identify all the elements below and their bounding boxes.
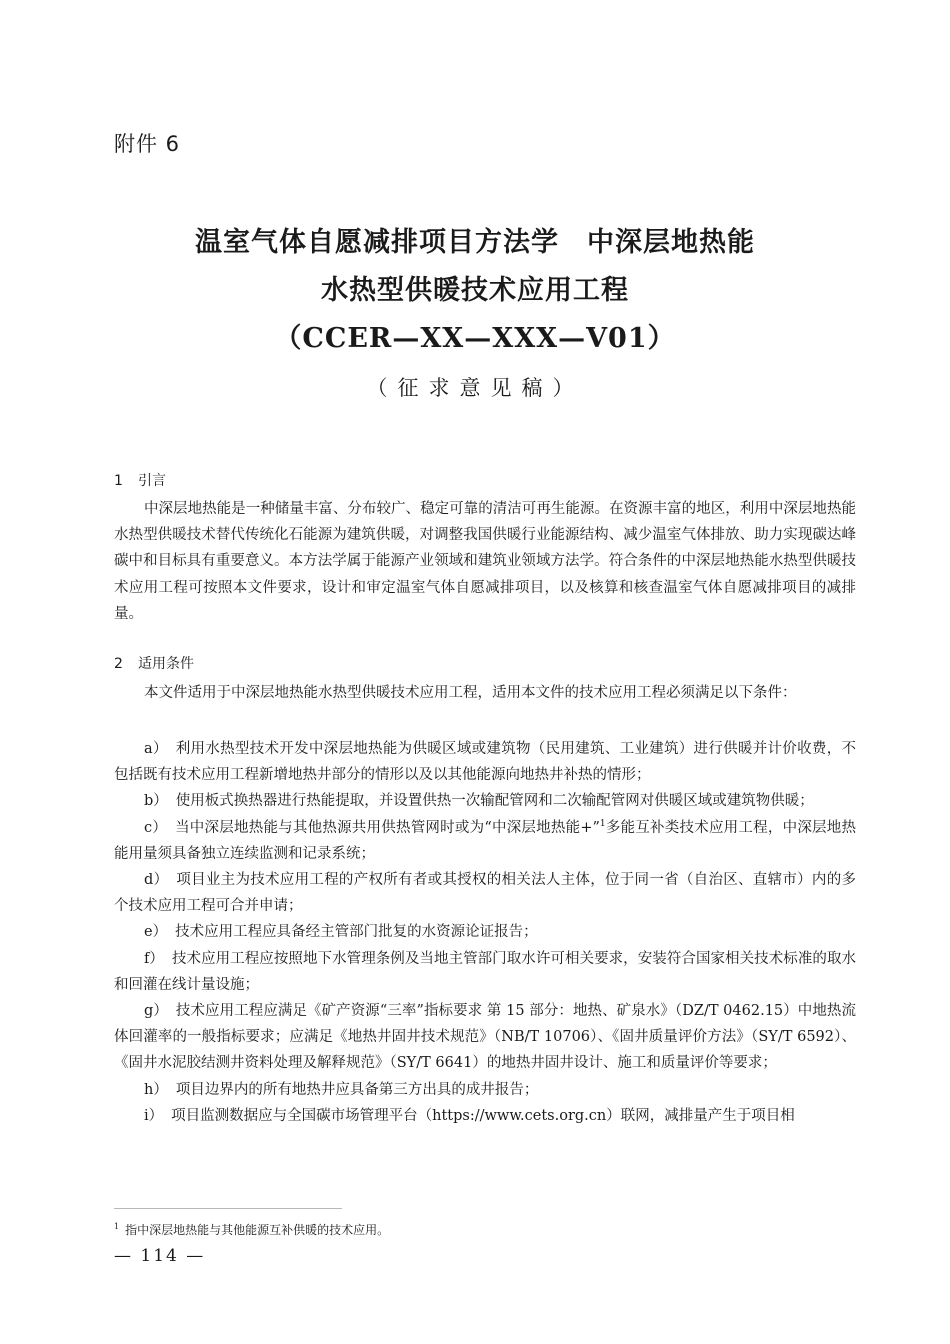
- list-marker: h）: [144, 1081, 168, 1098]
- list-item-text: 当中深层地热能与其他热源共用供热管网时或为“中深层地热能+”: [175, 819, 600, 836]
- list-item: [114, 919, 856, 945]
- list-item-text: 项目监测数据应与全国碳市场管理平台（https://www.cets.org.cn）联网，减排量产生于项目相: [171, 1107, 795, 1124]
- section-title: 引言: [138, 473, 166, 489]
- list-item-text: 技术应用工程应具备经主管部门批复的水资源论证报告；: [175, 924, 538, 941]
- footnote-reference[interactable]: 1: [599, 818, 606, 829]
- list-item-text: 多能互补类技术应用工程，中深层地热能用量须具备独立连续监测和记录系统；: [114, 819, 856, 862]
- page-number: — 114 —: [114, 1246, 206, 1266]
- footnote: [114, 1221, 389, 1238]
- list-item-text: 项目边界内的所有地热井应具备第三方出具的成井报告；: [175, 1081, 539, 1098]
- list-item: [114, 736, 856, 788]
- draft-label: （征求意见稿）: [366, 376, 584, 400]
- title-line-3: （CCER—XX—XXX—V01）: [274, 323, 676, 354]
- list-item-text: 技术应用工程应按照地下水管理条例及当地主管部门取水许可相关要求，安装符合国家相关技术标准的取水和回灌在线计量设施；: [114, 950, 856, 993]
- list-item-text: 利用水热型技术开发中深层地热能为供暖区域或建筑物（民用建筑、工业建筑）进行供暖并计价收费，不包括既有技术应用工程新增地热井部分的情形以及以其他能源向地热井补热的情形；: [114, 741, 856, 784]
- list-marker: d）: [144, 872, 169, 889]
- list-marker: f）: [144, 950, 164, 967]
- list-marker: c）: [144, 819, 168, 836]
- list-item: [114, 1077, 856, 1103]
- list-marker: b）: [144, 793, 168, 810]
- footnote-divider: [114, 1208, 342, 1209]
- list-marker: i）: [144, 1107, 164, 1124]
- list-item: [114, 815, 856, 867]
- intro-paragraph: 中深层地热能是一种储量丰富、分布较广、稳定可靠的清洁可再生能源。在资源丰富的地区，利用中深层地热能水热型供暖技术替代传统化石能源为建筑供暖，对调整我国供暖行业能源结构、减少温室气体排放、助力实现碳达峰碳中和目标具有重要意义。本方法学属于能源产业领域和建筑业领域方法学。符合条件的中深层地热能水热型供暖技术应用工程可按照本文件要求，设计和审定温室气体自愿减排项目，以及核算和核查温室气体自愿减排项目的减排量。: [114, 501, 856, 622]
- section-number: 1: [114, 473, 123, 489]
- list-item-text: 技术应用工程应满足《矿产资源“三率”指标要求 第 15 部分：地热、矿泉水》（DZ/T 0462.15）中地热流体回灌率的一般指标要求；应满足《地热井固井技术规范》（NB/T 10706）、《固井质量评价方法》（SY/T 6592）、《固井水泥胶结测井资料处理及解释规范》（SY/T 6641）的地热井固井设计、施工和质量评价等要求；: [114, 1003, 856, 1072]
- section-number: 2: [114, 656, 123, 672]
- scope-paragraph: 本文件适用于中深层地热能水热型供暖技术应用工程，适用本文件的技术应用工程必须满足以下条件：: [144, 685, 797, 701]
- list-marker: e）: [144, 924, 168, 941]
- conditions-list: [114, 736, 856, 1129]
- section-heading-intro: [114, 470, 166, 490]
- list-item: [114, 1103, 856, 1129]
- section-title: 适用条件: [138, 656, 194, 672]
- list-marker: a）: [144, 741, 168, 757]
- section-heading-conditions: [114, 653, 194, 673]
- list-item: [114, 788, 856, 814]
- list-item-text: 项目业主为技术应用工程的产权所有者或其授权的相关法人主体，位于同一省（自治区、直辖市）内的多个技术应用工程可合并申请；: [114, 872, 856, 915]
- list-item: [114, 946, 856, 998]
- title-line-2: 水热型供暖技术应用工程: [321, 275, 629, 306]
- list-item-text: 使用板式换热器进行热能提取，并设置供热一次输配管网和二次输配管网对供暖区域或建筑物供暖；: [175, 793, 814, 810]
- list-item: [114, 867, 856, 919]
- list-item: [114, 998, 856, 1077]
- title-line-1: 温室气体自愿减排项目方法学 中深层地热能: [195, 227, 755, 258]
- footnote-number: 1: [114, 1222, 120, 1231]
- attachment-label: 附件 6: [114, 132, 181, 156]
- footnote-text: 指中深层地热能与其他能源互补供暖的技术应用。: [125, 1223, 390, 1237]
- list-marker: g）: [144, 1003, 168, 1020]
